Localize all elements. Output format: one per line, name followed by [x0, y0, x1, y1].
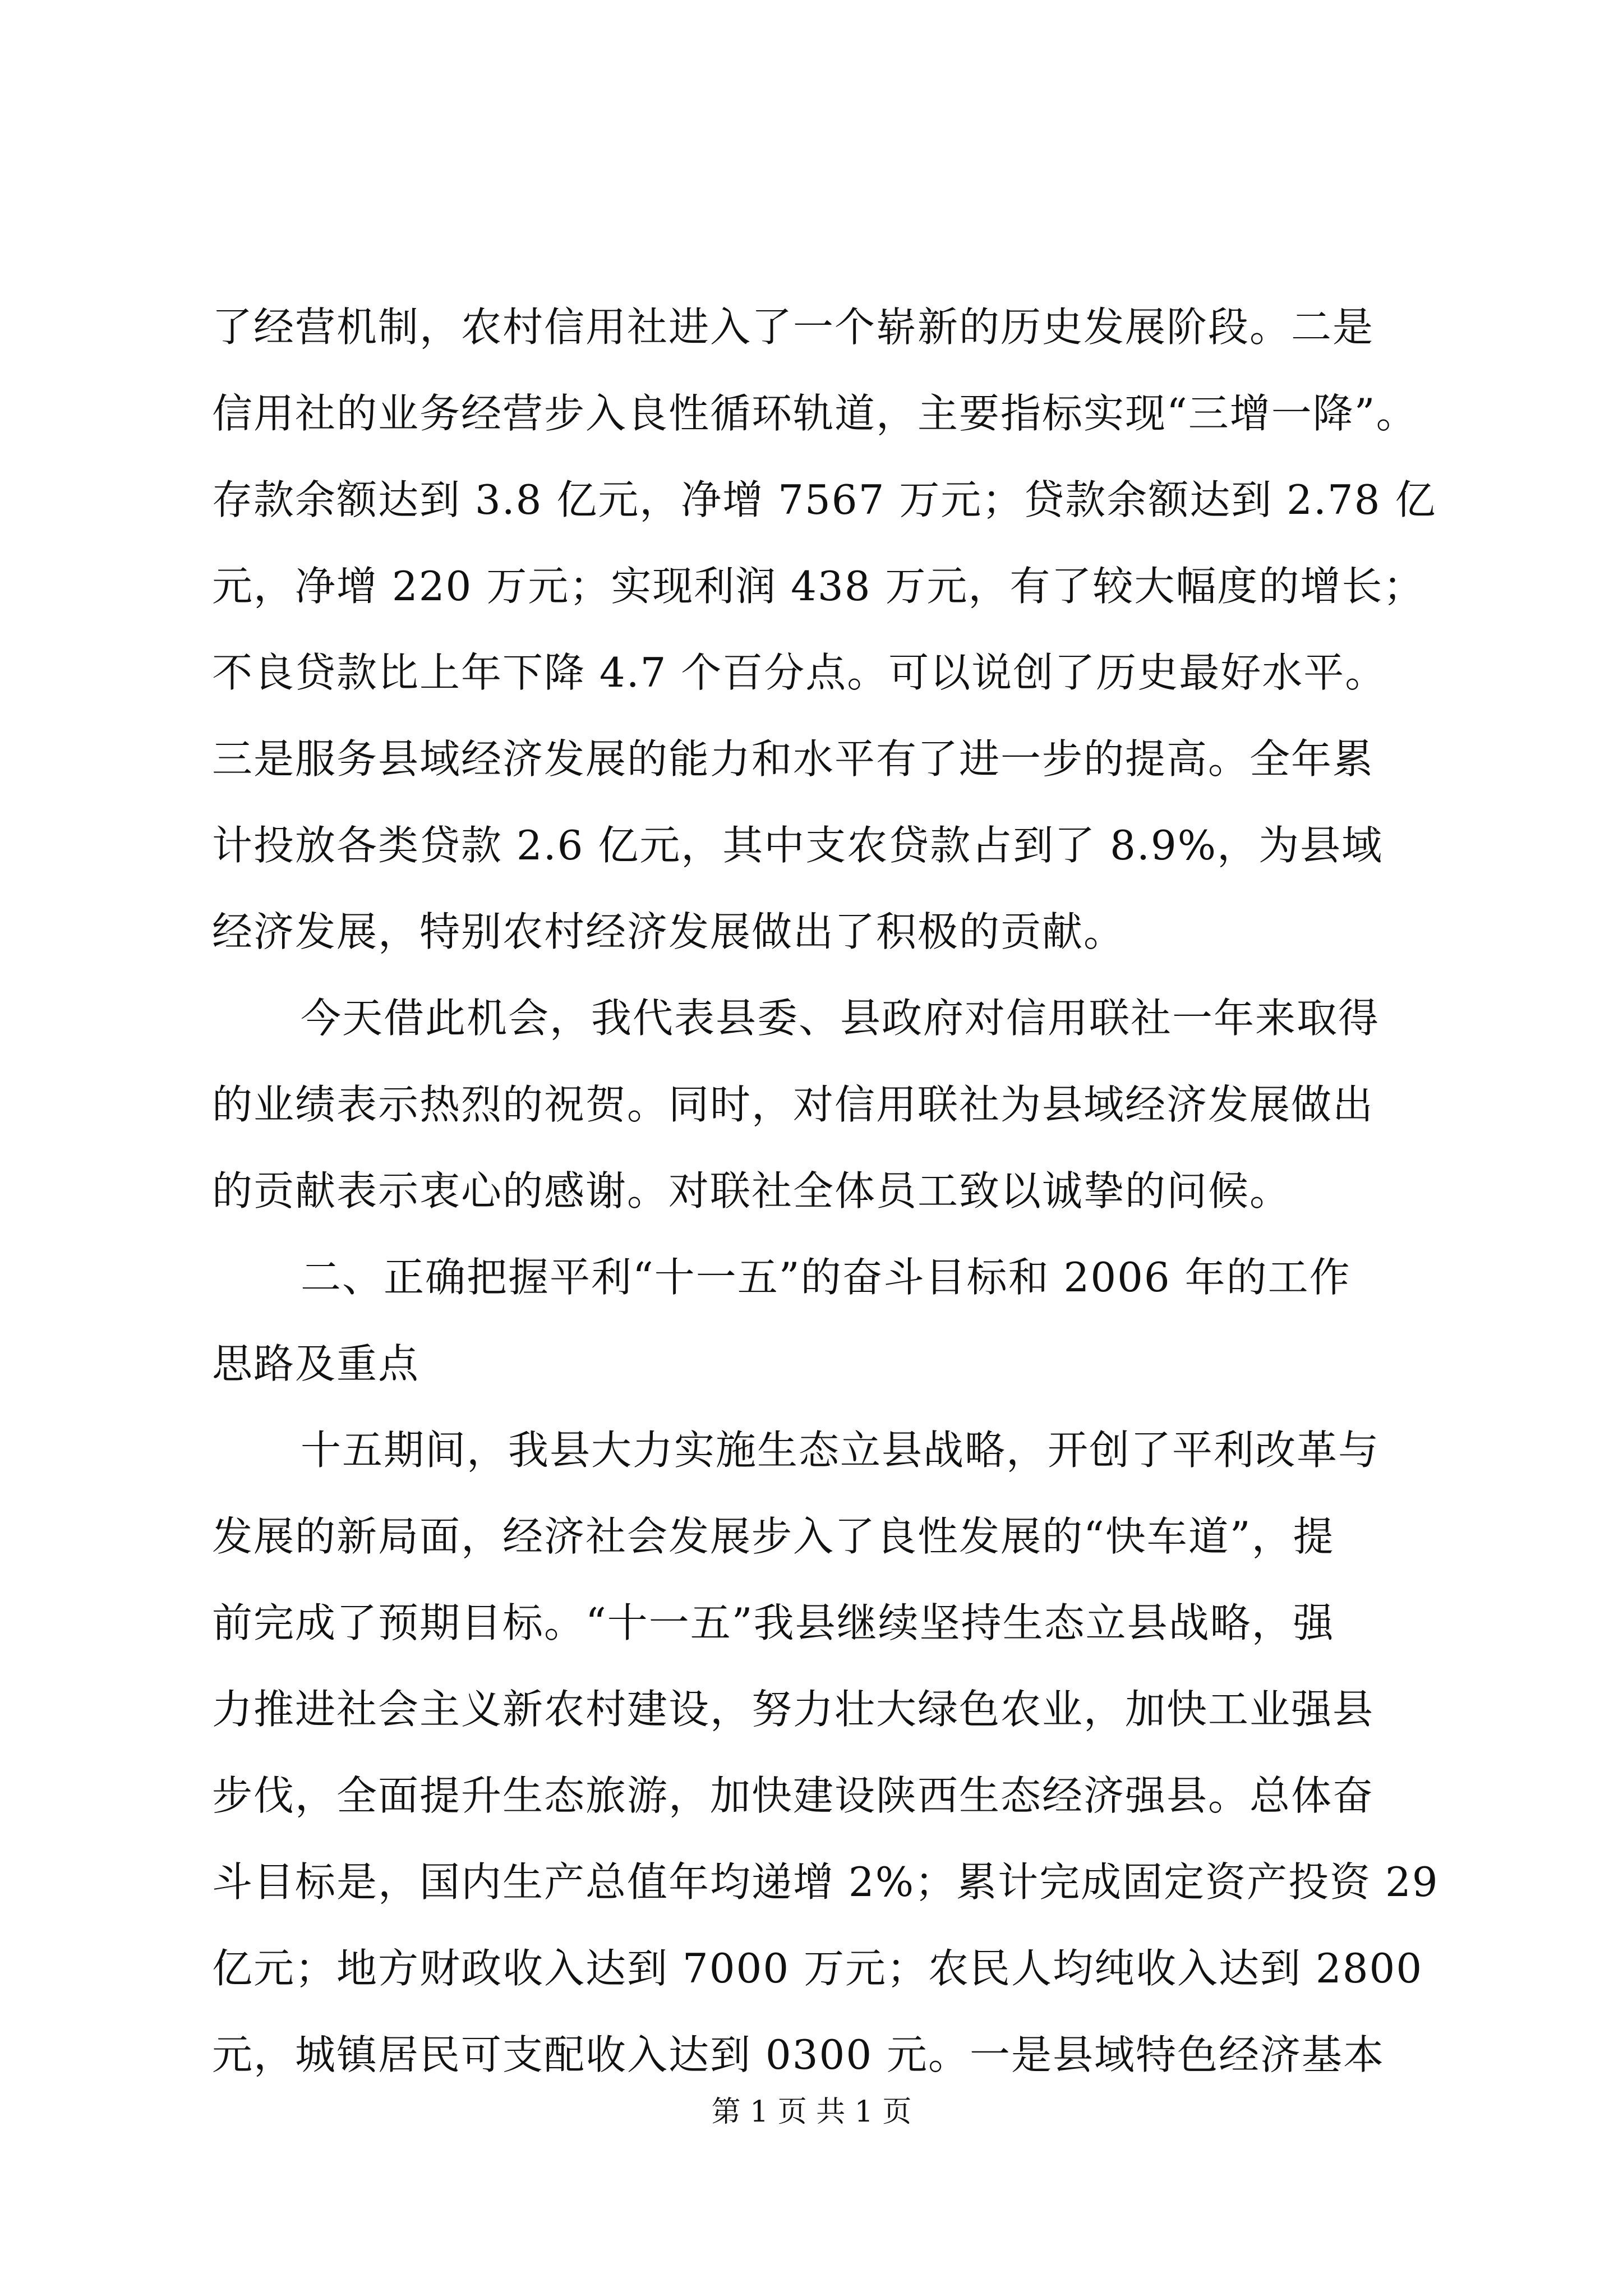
text-line: 前完成了预期目标。“十一五”我县继续坚持生态立县战略，强: [212, 1599, 1335, 1646]
text-line: 斗目标是，国内生产总值年均递增 2%；累计完成固定资产投资 29: [212, 1858, 1439, 1906]
page-number-footer: 第 1 页 共 1 页: [711, 2095, 912, 2129]
text-line: 经济发展，特别农村经济发展做出了积极的贡献。: [212, 908, 1126, 955]
paragraph-start-line: 十五期间，我县大力实施生态立县战略，开创了平利改革与: [301, 1427, 1380, 1474]
text-line: 信用社的业务经营步入良性循环轨道，主要指标实现“三增一降”。: [212, 390, 1418, 437]
text-line: 力推进社会主义新农村建设，努力壮大绿色农业，加快工业强县: [212, 1686, 1375, 1733]
text-line: 元，城镇居民可支配收入达到 0300 元。一是县域特色经济基本: [212, 2031, 1385, 2078]
text-line: 不良贷款比上年下降 4.7 个百分点。可以说创了历史最好水平。: [212, 649, 1387, 696]
text-line: 发展的新局面，经济社会发展步入了良性发展的“快车道”，提: [212, 1513, 1335, 1560]
text-line: 亿元；地方财政收入达到 7000 万元；农民人均纯收入达到 2800: [212, 1945, 1423, 1992]
paragraph-start-line: 今天借此机会，我代表县委、县政府对信用联社一年来取得: [301, 995, 1380, 1042]
text-line: 的贡献表示衷心的感谢。对联社全体员工致以诚挚的问候。: [212, 1167, 1292, 1214]
text-line: 元，净增 220 万元；实现利润 438 万元，有了较大幅度的增长；: [212, 563, 1425, 610]
text-line: 存款余额达到 3.8 亿元，净增 7567 万元；贷款余额达到 2.78 亿: [212, 476, 1437, 523]
section-heading-line: 思路及重点: [212, 1340, 420, 1387]
text-line: 步伐，全面提升生态旅游，加快建设陕西生态经济强县。总体奋: [212, 1772, 1375, 1819]
section-heading-line: 二、正确把握平利“十一五”的奋斗目标和 2006 年的工作: [301, 1254, 1351, 1301]
text-line: 计投放各类贷款 2.6 亿元，其中支农贷款占到了 8.9%，为县域: [212, 822, 1384, 869]
text-line: 三是服务县域经济发展的能力和水平有了进一步的提高。全年累: [212, 735, 1375, 783]
text-line: 的业绩表示热烈的祝贺。同时，对信用联社为县域经济发展做出: [212, 1081, 1375, 1128]
text-line: 了经营机制，农村信用社进入了一个崭新的历史发展阶段。二是: [212, 303, 1375, 351]
document-body: [212, 284, 1439, 2098]
